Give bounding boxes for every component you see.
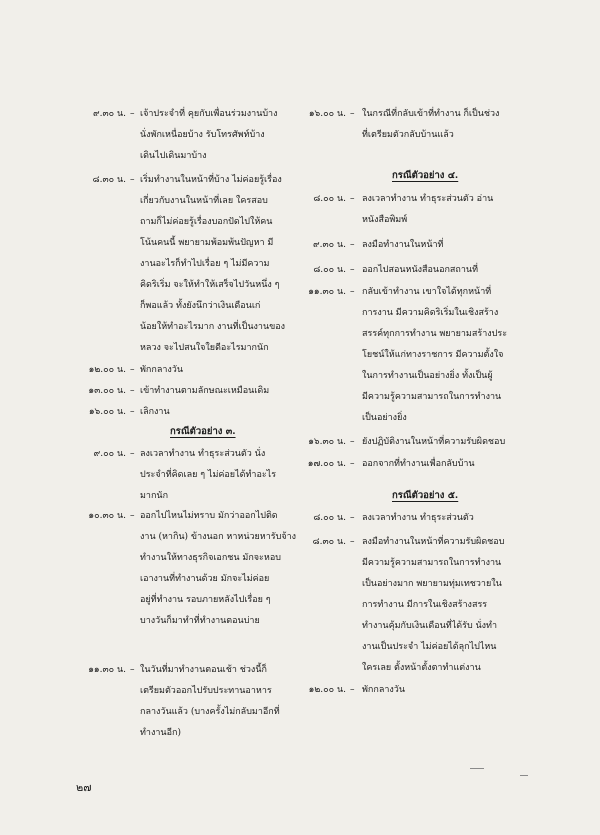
entry-time: ๑๐.๓๐ น.	[88, 511, 126, 521]
entry-dash: –	[350, 513, 355, 523]
entry-time: ๘.๐๐ น.	[313, 265, 346, 275]
entry-time: ๙.๓๐ น.	[313, 240, 346, 250]
entry-time: ๘.๐๐ น.	[313, 194, 346, 204]
entry-time: ๙.๐๐ น.	[93, 449, 126, 459]
entry-text: ลงเวลาทำงาน ทำธุระส่วนตัว อ่าน หนังสือพิมพ์	[362, 194, 494, 225]
entry-text: พักกลางวัน	[140, 365, 184, 375]
entry-time: ๑๒.๐๐ น.	[88, 365, 126, 375]
entry-time: ๑๖.๐๐ น.	[308, 109, 346, 119]
page-number: ๒๗	[76, 781, 92, 794]
entry-text: พักกลางวัน	[362, 685, 406, 695]
entry-text: ลงเวลาทำงาน ทำธุระส่วนตัว นั่ง ประจำที่คิดเลย ๆ ไม่ค่อยได้ทำอะไร มากนัก	[140, 449, 277, 501]
entry-dash: –	[130, 511, 135, 521]
entry-time: ๑๗.๐๐ น.	[307, 459, 346, 469]
entry-dash: –	[130, 175, 135, 185]
entry-dash: –	[130, 109, 135, 119]
entry-dash: –	[130, 449, 135, 459]
case-heading: กรณีตัวอย่าง ๓.	[170, 426, 236, 437]
entry-time: ๑๖.๐๐ น.	[88, 407, 126, 417]
entry-dash: –	[350, 240, 355, 250]
entry-text: ลงเวลาทำงาน ทำธุระส่วนตัว	[362, 513, 474, 523]
entry-dash: –	[350, 287, 355, 297]
scan-mark	[470, 768, 484, 769]
entry-text: ออกไปไหนไม่ทราบ มักว่าออกไปติด งาน (หากิน) ข้างนอก หาหน่วยหารับจ้าง ทำงานให้ทางธุรกิจเอกชน มักจะหอบ เอางานที่ทำงานด้วย มักจะไม่ค่อย อยู่ที่ทำงาน รอบภายหลังไปเรื่อย ๆ บางวันก็มาทำที่ทำงานตอนบ่าย	[140, 511, 297, 626]
entry-text: ออกไปสอนหนังสือนอกสถานที่	[362, 265, 479, 275]
entry-text: ออกจากที่ทำงานเพื่อกลับบ้าน	[362, 459, 475, 469]
entry-text: ยังปฏิบัติงานในหน้าที่ความรับผิดชอบ	[362, 437, 506, 447]
entry-text: ในวันที่มาทำงานตอนเช้า ช่วงนี้ก็ เตรียมตัวออกไปรับประทานอาหาร กลางวันแล้ว (บางครั้งไม่กลับมาอีกที่ ทำงานอีก)	[140, 665, 280, 738]
entry-text: ในกรณีที่กลับเข้าที่ทำงาน ก็เป็นช่วง ที่เตรียมตัวกลับบ้านแล้ว	[362, 109, 500, 140]
entry-time: ๑๖.๓๐ น.	[308, 437, 346, 447]
case-heading: กรณีตัวอย่าง ๕.	[392, 490, 459, 501]
entry-dash: –	[350, 459, 355, 469]
entry-text: ลงมือทำงานในหน้าที่	[362, 240, 444, 250]
entry-dash: –	[350, 109, 355, 119]
entry-time: ๘.๓๐ น.	[312, 537, 346, 547]
entry-time: ๘.๓๐ น.	[92, 175, 126, 185]
scan-mark	[520, 775, 528, 776]
entry-time: ๑๓.๐๐ น.	[88, 386, 126, 396]
entry-dash: –	[350, 265, 355, 275]
entry-time: ๑๒.๐๐ น.	[308, 685, 346, 695]
entry-dash: –	[130, 365, 135, 375]
entry-dash: –	[350, 685, 355, 695]
entry-text: กลับเข้าทำงาน เขาใจได้ทุกหน้าที่ การงาน มีความคิดริเริ่มในเชิงสร้าง สรรค์ทุกการทำงาน พยายามสร้างประ โยชน์ให้แก่ทางราชการ มีความตั้งใจ ในการทำงานเป็นอย่างยิ่ง ทั้งเป็นผู้ มีความรู้ความสามารถในการทำงาน เป็นอย่างยิ่ง	[362, 287, 508, 423]
entry-text: เจ้าประจำที่ คุยกับเพื่อนร่วมงานบ้าง นั่งพักเหนื่อยบ้าง รับโทรศัพท์บ้าง เดินไปเดินมาบ้าง	[140, 109, 278, 161]
entry-time: ๙.๓๐ น.	[93, 109, 126, 119]
entry-text: เลิกงาน	[140, 407, 170, 417]
entry-text: เข้าทำงานตามลักษณะเหมือนเดิม	[140, 386, 270, 396]
entry-time: ๑๑.๓๐ น.	[308, 287, 346, 297]
entry-text: ลงมือทำงานในหน้าที่ความรับผิดชอบ มีความรู้ความสามารถในการทำงาน เป็นอย่างมาก พยายามทุ่มเทชวายใน การทำงาน มีการในเชิงสร้างสรร ทำงานคุ้มกับเงินเดือนที่ได้รับ นั่งทำ งานเป็นประจำ ไม่ค่อยได้ลุกไปไหน ใครเลย ตั้งหน้าตั้งตาทำแต่งาน	[362, 537, 505, 673]
entry-dash: –	[350, 194, 355, 204]
entry-time: ๑๑.๓๐ น.	[88, 665, 126, 675]
entry-text: เริ่มทำงานในหน้าที่บ้าง ไม่ค่อยรู้เรื่อง เกี่ยวกับงานในหน้าที่เลย ใครสอบ ถามก็ไม่ค่อยรู้เรื่องบอกปัดไปให้คน โน้นคนนี้ พยายามพ้อมพ้นปัญหา มี งานอะไรก็ทำไปเรื่อย ๆ ไม่มีความ คิดริเริ่ม จะให้ทำให้เสร็จไปวันหนึ่ง ๆ ก็พอแล้ว ทั้งยังนึกว่าเงินเดือนเก่ น้อยให้ทำอะไรมาก งานที่เป็นงานของ หลวง จะไปสนใจใยดีอะไรมากนัก	[140, 175, 286, 353]
entry-time: ๘.๐๐ น.	[313, 513, 346, 523]
entry-dash: –	[350, 537, 355, 547]
entry-dash: –	[130, 665, 135, 675]
case-heading: กรณีตัวอย่าง ๔.	[392, 170, 459, 181]
entry-dash: –	[130, 386, 135, 396]
entry-dash: –	[350, 437, 355, 447]
entry-dash: –	[130, 407, 135, 417]
